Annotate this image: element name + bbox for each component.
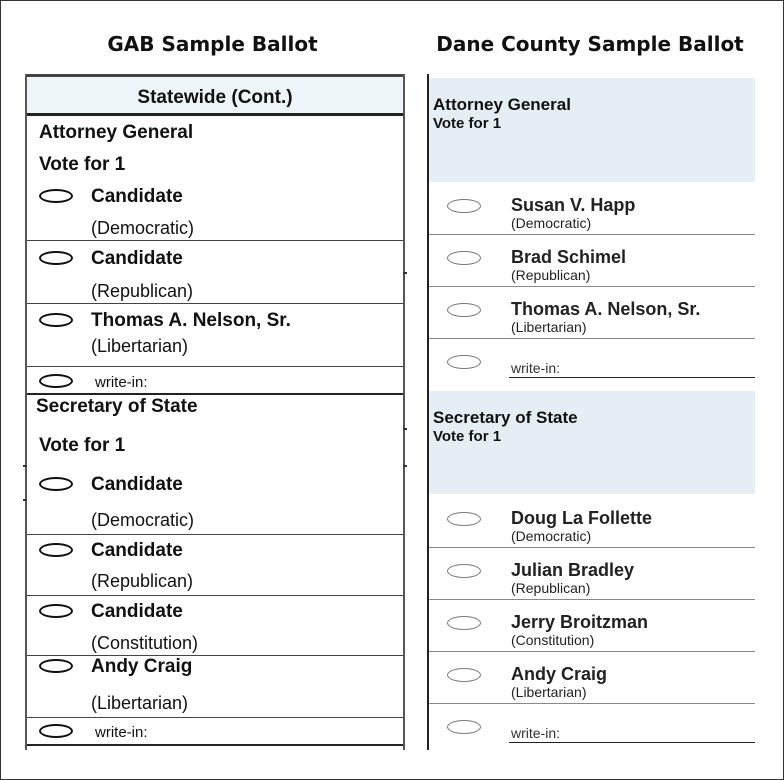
vote-oval[interactable] xyxy=(39,251,73,265)
candidate-party: (Republican) xyxy=(91,571,194,591)
write-in-line[interactable] xyxy=(509,377,755,378)
vote-for-label: Vote for 1 xyxy=(39,154,126,175)
divider xyxy=(27,240,403,241)
section-title: Statewide (Cont.) xyxy=(27,74,403,116)
divider xyxy=(27,534,403,535)
write-in-label: write-in: xyxy=(511,360,561,376)
candidate-name: Candidate xyxy=(91,186,183,207)
candidate-party: (Democratic) xyxy=(91,218,195,238)
candidate-party: (Constitution) xyxy=(91,633,199,653)
candidate-party: (Libertarian) xyxy=(511,319,587,335)
vote-for-label: Vote for 1 xyxy=(433,115,502,132)
divider xyxy=(27,303,403,304)
dane-ballot-title: Dane County Sample Ballot xyxy=(436,32,744,56)
vote-oval[interactable] xyxy=(39,189,73,203)
gab-ballot-title: GAB Sample Ballot xyxy=(107,32,318,56)
vote-oval[interactable] xyxy=(39,313,73,327)
divider xyxy=(27,595,403,596)
candidate-name: Candidate xyxy=(91,474,183,495)
candidate-party: (Republican) xyxy=(91,281,194,301)
candidate-party: (Libertarian) xyxy=(511,684,587,700)
candidate-party: (Democratic) xyxy=(511,215,592,231)
candidate-name: Andy Craig xyxy=(511,664,608,684)
candidate-name: Candidate xyxy=(91,601,183,622)
candidate-name: Andy Craig xyxy=(91,656,193,677)
ballot-border-left xyxy=(25,74,27,750)
office-title: Attorney General xyxy=(39,122,194,143)
office-title: Attorney General xyxy=(433,95,571,114)
vote-oval[interactable] xyxy=(447,512,481,526)
office-title: Secretary of State xyxy=(433,408,578,427)
divider xyxy=(27,717,403,718)
candidate-name: Jerry Broitzman xyxy=(511,612,649,632)
contest-divider xyxy=(27,393,403,395)
write-in-oval[interactable] xyxy=(447,355,481,369)
contest-header xyxy=(429,391,755,494)
vote-for-label: Vote for 1 xyxy=(433,428,502,445)
contest-header xyxy=(429,78,755,182)
candidate-party: (Democratic) xyxy=(91,510,195,530)
divider xyxy=(27,655,403,656)
vote-oval[interactable] xyxy=(39,477,73,491)
candidate-name: Candidate xyxy=(91,248,183,269)
candidate-name: Thomas A. Nelson, Sr. xyxy=(91,310,291,331)
candidate-name: Doug La Follette xyxy=(511,508,652,528)
edge-tick xyxy=(403,465,407,467)
edge-tick xyxy=(403,428,407,430)
write-in-label: write-in: xyxy=(95,374,148,391)
ballot-bottom xyxy=(27,744,403,746)
write-in-label: write-in: xyxy=(95,724,148,741)
divider xyxy=(429,651,755,652)
divider xyxy=(429,703,755,704)
divider xyxy=(429,286,755,287)
candidate-name: Julian Bradley xyxy=(511,560,635,580)
write-in-label: write-in: xyxy=(511,725,561,741)
gab-ballot xyxy=(25,74,405,750)
edge-tick xyxy=(23,499,27,501)
candidate-name: Susan V. Happ xyxy=(511,195,636,215)
divider xyxy=(429,338,755,339)
write-in-oval[interactable] xyxy=(39,724,73,738)
write-in-oval[interactable] xyxy=(447,720,481,734)
candidate-name: Candidate xyxy=(91,540,183,561)
candidate-party: (Constitution) xyxy=(511,632,595,648)
vote-oval[interactable] xyxy=(447,251,481,265)
candidate-party: (Democratic) xyxy=(511,528,592,544)
divider xyxy=(27,366,403,367)
ballot-border-right xyxy=(403,74,405,750)
edge-tick xyxy=(23,465,27,467)
vote-oval[interactable] xyxy=(447,616,481,630)
write-in-line[interactable] xyxy=(509,742,755,743)
vote-oval[interactable] xyxy=(447,199,481,213)
candidate-name: Thomas A. Nelson, Sr. xyxy=(511,299,701,319)
vote-oval[interactable] xyxy=(39,604,73,618)
divider xyxy=(429,599,755,600)
vote-oval[interactable] xyxy=(447,668,481,682)
write-in-oval[interactable] xyxy=(39,374,73,388)
dane-ballot xyxy=(427,74,757,750)
divider xyxy=(429,547,755,548)
vote-oval[interactable] xyxy=(39,659,73,673)
candidate-party: (Republican) xyxy=(511,580,591,596)
vote-for-label: Vote for 1 xyxy=(39,435,126,456)
candidate-party: (Libertarian) xyxy=(91,693,189,713)
vote-oval[interactable] xyxy=(447,303,481,317)
candidate-party: (Libertarian) xyxy=(91,336,189,356)
edge-tick xyxy=(403,272,407,274)
office-title: Secretary of State xyxy=(36,396,198,417)
divider xyxy=(429,234,755,235)
vote-oval[interactable] xyxy=(447,564,481,578)
candidate-party: (Republican) xyxy=(511,267,591,283)
vote-oval[interactable] xyxy=(39,543,73,557)
candidate-name: Brad Schimel xyxy=(511,247,627,267)
